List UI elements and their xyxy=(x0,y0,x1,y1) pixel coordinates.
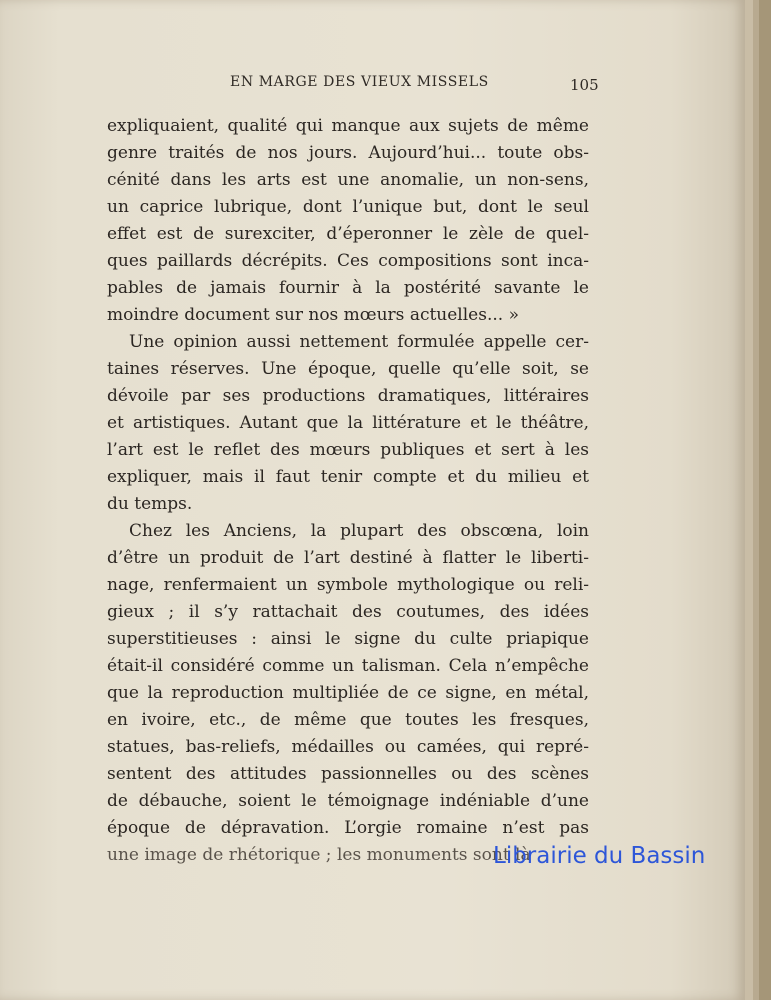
text-line: était-il considéré comme un talisman. Cela n’empêche xyxy=(107,656,589,676)
text-line: cénité dans les arts est une anomalie, un non-sens, xyxy=(107,170,589,190)
text-line: expliquer, mais il faut tenir compte et du milieu et xyxy=(107,467,589,487)
text-line: statues, bas-reliefs, médailles ou camées, qui repré- xyxy=(107,737,589,757)
text-line: en ivoire, etc., de même que toutes les fresques, xyxy=(107,710,589,730)
page-edge xyxy=(745,0,753,1000)
text-line: taines réserves. Une époque, quelle qu’elle soit, se xyxy=(107,359,589,379)
text-line: une image de rhétorique ; les monuments sont là xyxy=(107,845,531,865)
running-title: EN MARGE DES VIEUX MISSELS xyxy=(230,74,489,90)
page-edge xyxy=(759,0,771,1000)
text-line: effet est de surexciter, d’éperonner le zèle de quel- xyxy=(107,224,589,244)
page-number: 105 xyxy=(570,76,599,94)
text-line: nage, renfermaient un symbole mythologique ou reli- xyxy=(107,575,589,595)
text-line: époque de dépravation. L’orgie romaine n’est pas xyxy=(107,818,589,838)
text-line: et artistiques. Autant que la littérature et le théâtre, xyxy=(107,413,589,433)
watermark-text: Librairie du Bassin xyxy=(493,843,706,869)
text-line: moindre document sur nos mœurs actuelles... » xyxy=(107,305,519,325)
text-line: genre traités de nos jours. Aujourd’hui... toute obs- xyxy=(107,143,589,163)
text-line: superstitieuses : ainsi le signe du culte priapique xyxy=(107,629,589,649)
text-line: du temps. xyxy=(107,494,193,514)
text-line: que la reproduction multipliée de ce signe, en métal, xyxy=(107,683,589,703)
text-line: Chez les Anciens, la plupart des obscœna, loin xyxy=(129,521,589,541)
body-text xyxy=(107,113,589,869)
text-line: de débauche, soient le témoignage indéniable d’une xyxy=(107,791,589,811)
text-line: l’art est le reflet des mœurs publiques et sert à les xyxy=(107,440,589,460)
text-line: sentent des attitudes passionnelles ou des scènes xyxy=(107,764,589,784)
text-line: un caprice lubrique, dont l’unique but, dont le seul xyxy=(107,197,589,217)
text-line: ques paillards décrépits. Ces compositions sont inca- xyxy=(107,251,589,271)
text-line: Une opinion aussi nettement formulée appelle cer- xyxy=(129,332,589,352)
text-line: pables de jamais fournir à la postérité savante le xyxy=(107,278,589,298)
text-line: dévoile par ses productions dramatiques, littéraires xyxy=(107,386,589,406)
text-line: d’être un produit de l’art destiné à flatter le liberti- xyxy=(107,548,589,568)
text-line: gieux ; il s’y rattachait des coutumes, des idées xyxy=(107,602,589,622)
text-line: expliquaient, qualité qui manque aux sujets de même xyxy=(107,116,589,136)
